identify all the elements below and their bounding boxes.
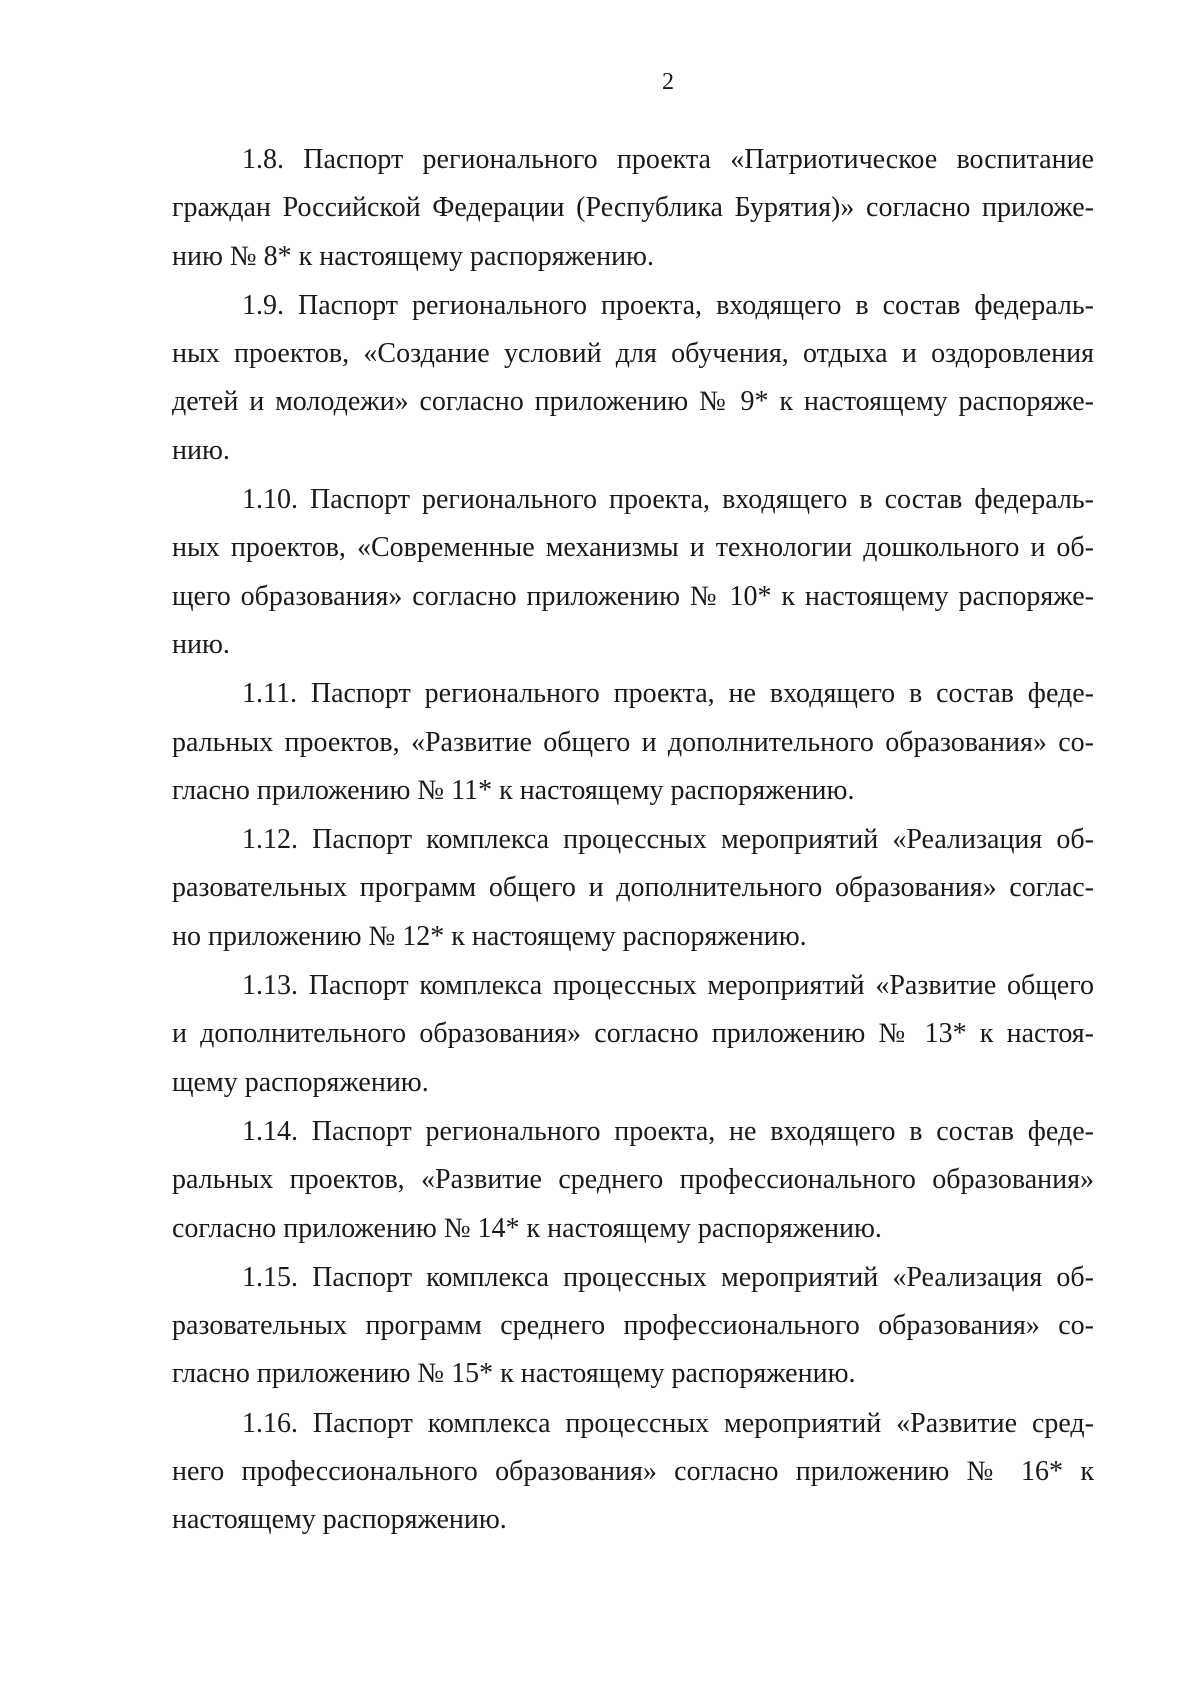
paragraph-line: детей и молодежи» согласно приложению № 9* к настоящему распоряже- (172, 386, 1094, 418)
paragraph-line: 1.12. Паспорт комплекса процессных мероприятий «Реализация об- (242, 824, 1094, 856)
page-number: 2 (662, 69, 674, 95)
paragraph-line: 1.15. Паспорт комплекса процессных мероприятий «Реализация об- (242, 1261, 1094, 1293)
paragraph-line: него профессионального образования» согласно приложению № 16* к (172, 1456, 1094, 1488)
paragraph-1-9 (172, 282, 1094, 475)
paragraph-line: ных проектов, «Современные механизмы и технологии дошкольного и об- (172, 532, 1094, 564)
paragraph-line: ных проектов, «Создание условий для обучения, отдыха и оздоровления (172, 338, 1094, 370)
paragraph-line: щего образования» согласно приложению № 10* к настоящему распоряже- (172, 580, 1094, 612)
paragraph-line: разовательных программ общего и дополнительного образования» соглас- (172, 872, 1094, 904)
paragraph-line: 1.10. Паспорт регионального проекта, входящего в состав федераль- (242, 484, 1094, 516)
paragraph-line: настоящему распоряжению. (172, 1504, 507, 1536)
paragraph-1-13 (172, 962, 1094, 1107)
paragraph-line: 1.11. Паспорт регионального проекта, не входящего в состав феде- (242, 678, 1094, 710)
document-body (172, 136, 1094, 1546)
paragraph-line: 1.9. Паспорт регионального проекта, входящего в состав федераль- (242, 289, 1094, 321)
paragraph-line: 1.16. Паспорт комплекса процессных мероприятий «Развитие сред- (242, 1407, 1094, 1439)
paragraph-line: нию. (172, 628, 230, 660)
paragraph-line: согласно приложению № 14* к настоящему распоряжению. (172, 1212, 882, 1244)
paragraph-line: граждан Российской Федерации (Республика Бурятия)» согласно приложе- (172, 192, 1094, 224)
paragraph-1-14 (172, 1108, 1094, 1253)
paragraph-1-8 (172, 136, 1094, 281)
paragraph-line: 1.8. Паспорт регионального проекта «Патриотическое воспитание (242, 144, 1094, 175)
paragraph-1-11 (172, 670, 1094, 815)
paragraph-1-10 (172, 476, 1094, 669)
paragraph-line: щему распоряжению. (172, 1066, 429, 1098)
paragraph-line: 1.14. Паспорт регионального проекта, не входящего в состав феде- (242, 1115, 1094, 1147)
paragraph-1-15 (172, 1254, 1094, 1399)
paragraph-line: нию № 8* к настоящему распоряжению. (172, 240, 654, 272)
paragraph-line: 1.13. Паспорт комплекса процессных мероприятий «Развитие общего (242, 970, 1094, 1002)
paragraph-1-12 (172, 816, 1094, 961)
paragraph-line: нию. (172, 434, 230, 466)
paragraph-line: ральных проектов, «Развитие среднего профессионального образования» (172, 1164, 1094, 1196)
paragraph-1-16 (172, 1400, 1094, 1545)
paragraph-line: но приложению № 12* к настоящему распоряжению. (172, 920, 807, 952)
paragraph-line: ральных проектов, «Развитие общего и дополнительного образования» со- (172, 726, 1094, 758)
paragraph-line: гласно приложению № 11* к настоящему распоряжению. (172, 774, 855, 806)
paragraph-line: гласно приложению № 15* к настоящему распоряжению. (172, 1358, 856, 1390)
paragraph-line: разовательных программ среднего профессионального образования» со- (172, 1310, 1094, 1342)
paragraph-line: и дополнительного образования» согласно приложению № 13* к настоя- (172, 1018, 1094, 1050)
